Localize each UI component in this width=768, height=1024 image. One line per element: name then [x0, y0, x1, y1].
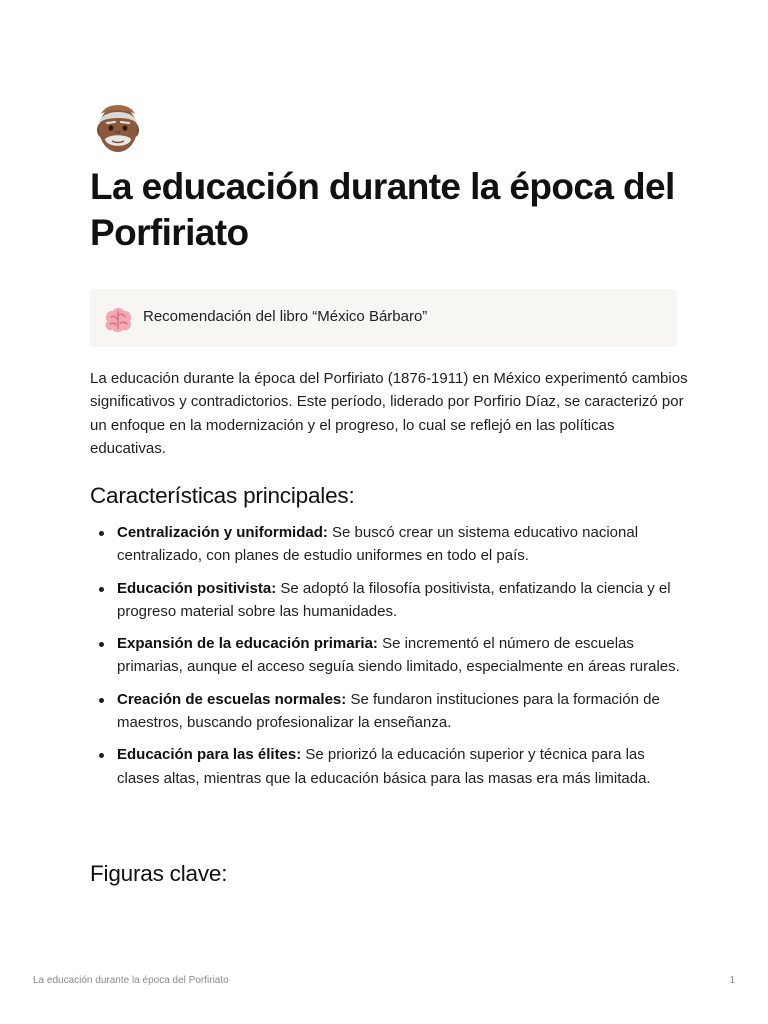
- list-item: [90, 577, 690, 624]
- item-term: Educación positivista:: [117, 579, 277, 597]
- list-item: [90, 521, 690, 568]
- bullet-icon: [99, 753, 104, 758]
- page-title: La educación durante la época del Porfiriato: [90, 166, 675, 253]
- footer-title: La educación durante la época del Porfiriato: [33, 975, 229, 986]
- features-list: [90, 521, 690, 799]
- bullet-icon: [99, 587, 104, 592]
- item-term: Educación para las élites:: [117, 746, 302, 764]
- callout-box: [90, 289, 677, 347]
- item-text: Se priorizó la educación superior y técnica para las clases altas, mientras que la educación básica para las masas era más limitada.: [117, 746, 651, 787]
- page-icon: [90, 98, 146, 158]
- features-heading: Características principales:: [90, 483, 355, 508]
- item-text: Se fundaron instituciones para la formación de maestros, buscando profesionalizar la enseñanza.: [117, 690, 660, 732]
- bullet-icon: [99, 531, 104, 536]
- list-item: [90, 688, 690, 735]
- item-text: Se incrementó el número de escuelas primarias, aunque el acceso seguía siendo limitado, especialmente en áreas rurales.: [117, 635, 680, 676]
- brain-emoji-icon: [103, 307, 133, 333]
- item-term: Centralización y uniformidad:: [117, 524, 328, 541]
- callout-text: Recomendación del libro “México Bárbaro”: [143, 308, 428, 325]
- item-text: Se buscó crear un sistema educativo nacional centralizado, con planes de estudio uniformes en todo el país.: [117, 524, 639, 565]
- list-item: [90, 632, 690, 679]
- item-text: Se adoptó la filosofía positivista, enfatizando la ciencia y el progreso material sobre las humanidades.: [117, 579, 671, 620]
- bullet-icon: [99, 698, 104, 703]
- bullet-icon: [99, 642, 104, 647]
- list-item: [90, 743, 690, 790]
- figures-heading: Figuras clave:: [90, 861, 228, 886]
- page-number: 1: [729, 975, 735, 986]
- item-term: Creación de escuelas normales:: [117, 690, 347, 708]
- item-term: Expansión de la educación primaria:: [117, 635, 378, 653]
- intro-paragraph: La educación durante la época del Porfiriato (1876-1911) en México experimentó cambios significativos y contradictorios. Este período, liderado por Porfirio Díaz, se caracterizó por un enfoque en la modernización y el progreso, lo cual se reflejó en las políticas educativas.: [90, 370, 688, 457]
- old-man-emoji-icon: [90, 98, 146, 158]
